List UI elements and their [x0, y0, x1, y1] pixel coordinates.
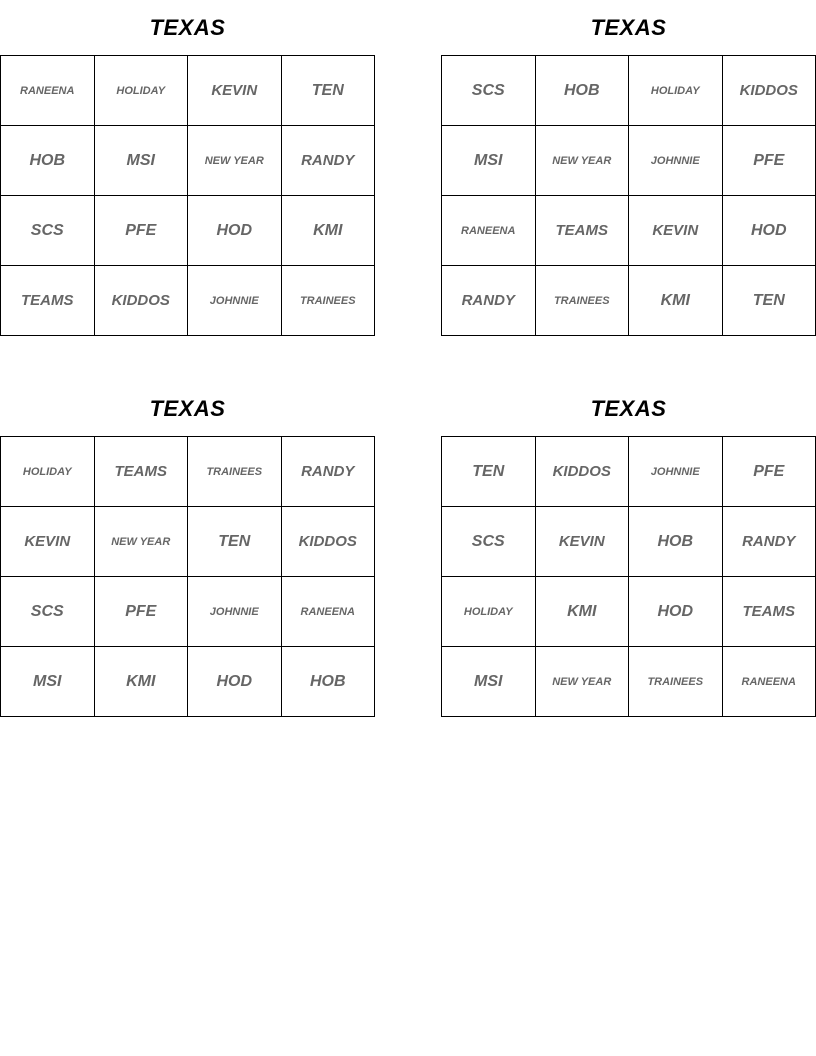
bingo-cell: KIDDOS — [95, 266, 189, 336]
bingo-cell: HOD — [188, 647, 282, 717]
bingo-cell: HOB — [536, 56, 630, 126]
bingo-cell: PFE — [95, 577, 189, 647]
bingo-cell: TEAMS — [1, 266, 95, 336]
bingo-cell: KIDDOS — [723, 56, 816, 126]
bingo-card-4 — [441, 381, 816, 717]
card-title: TEXAS — [149, 396, 226, 421]
bingo-cell: HOD — [629, 577, 723, 647]
bingo-cell: KIDDOS — [536, 437, 630, 507]
bingo-grid — [441, 436, 816, 717]
bingo-cell: KEVIN — [536, 507, 630, 577]
bingo-cell: KMI — [282, 196, 376, 266]
bingo-cell: TRAINEES — [282, 266, 376, 336]
card-title: TEXAS — [590, 15, 667, 40]
bingo-cell: HOD — [723, 196, 816, 266]
bingo-cell: SCS — [1, 196, 95, 266]
bingo-cell: KMI — [536, 577, 630, 647]
bingo-cell: NEW YEAR — [95, 507, 189, 577]
bingo-cell: JOHNNIE — [188, 266, 282, 336]
bingo-cell: JOHNNIE — [188, 577, 282, 647]
bingo-cell: HOD — [188, 196, 282, 266]
bingo-cell: KEVIN — [188, 56, 282, 126]
bingo-cell: HOLIDAY — [442, 577, 536, 647]
bingo-cell: RANEENA — [1, 56, 95, 126]
bingo-grid — [0, 55, 375, 336]
bingo-cell: MSI — [95, 126, 189, 196]
bingo-cell: RANDY — [442, 266, 536, 336]
bingo-cell: RANEENA — [282, 577, 376, 647]
bingo-cell: TRAINEES — [536, 266, 630, 336]
bingo-cell: JOHNNIE — [629, 126, 723, 196]
bingo-cell: TEAMS — [95, 437, 189, 507]
bingo-card-2 — [441, 0, 816, 336]
bingo-cell: KMI — [629, 266, 723, 336]
bingo-cell: TEN — [442, 437, 536, 507]
bingo-cell: RANDY — [282, 126, 376, 196]
bingo-cell: JOHNNIE — [629, 437, 723, 507]
bingo-cell: MSI — [442, 126, 536, 196]
bingo-cell: HOLIDAY — [1, 437, 95, 507]
bingo-cell: NEW YEAR — [536, 647, 630, 717]
bingo-cell: RANDY — [282, 437, 376, 507]
card-title: TEXAS — [149, 15, 226, 40]
bingo-cell: TEAMS — [536, 196, 630, 266]
bingo-cell: SCS — [1, 577, 95, 647]
bingo-grid — [441, 55, 816, 336]
bingo-cell: HOB — [282, 647, 376, 717]
bingo-cell: RANEENA — [442, 196, 536, 266]
bingo-card-1 — [0, 0, 375, 336]
bingo-cell: HOB — [1, 126, 95, 196]
bingo-cell: MSI — [442, 647, 536, 717]
bingo-cell: NEW YEAR — [536, 126, 630, 196]
bingo-cell: TRAINEES — [188, 437, 282, 507]
bingo-cell: HOB — [629, 507, 723, 577]
bingo-cell: HOLIDAY — [629, 56, 723, 126]
bingo-cell: PFE — [723, 437, 816, 507]
bingo-cell: TEN — [723, 266, 816, 336]
bingo-cell: HOLIDAY — [95, 56, 189, 126]
bingo-cell: KIDDOS — [282, 507, 376, 577]
bingo-cell: PFE — [95, 196, 189, 266]
bingo-cell: RANDY — [723, 507, 816, 577]
bingo-cell: KMI — [95, 647, 189, 717]
card-title: TEXAS — [590, 396, 667, 421]
bingo-cell: TRAINEES — [629, 647, 723, 717]
bingo-cell: TEN — [282, 56, 376, 126]
bingo-cell: TEN — [188, 507, 282, 577]
bingo-cell: MSI — [1, 647, 95, 717]
bingo-cell: SCS — [442, 56, 536, 126]
bingo-cell: NEW YEAR — [188, 126, 282, 196]
bingo-cell: SCS — [442, 507, 536, 577]
bingo-cell: KEVIN — [1, 507, 95, 577]
bingo-card-3 — [0, 381, 375, 717]
bingo-grid — [0, 436, 375, 717]
bingo-cell: TEAMS — [723, 577, 816, 647]
bingo-cell: KEVIN — [629, 196, 723, 266]
bingo-cell: PFE — [723, 126, 816, 196]
bingo-cell: RANEENA — [723, 647, 816, 717]
